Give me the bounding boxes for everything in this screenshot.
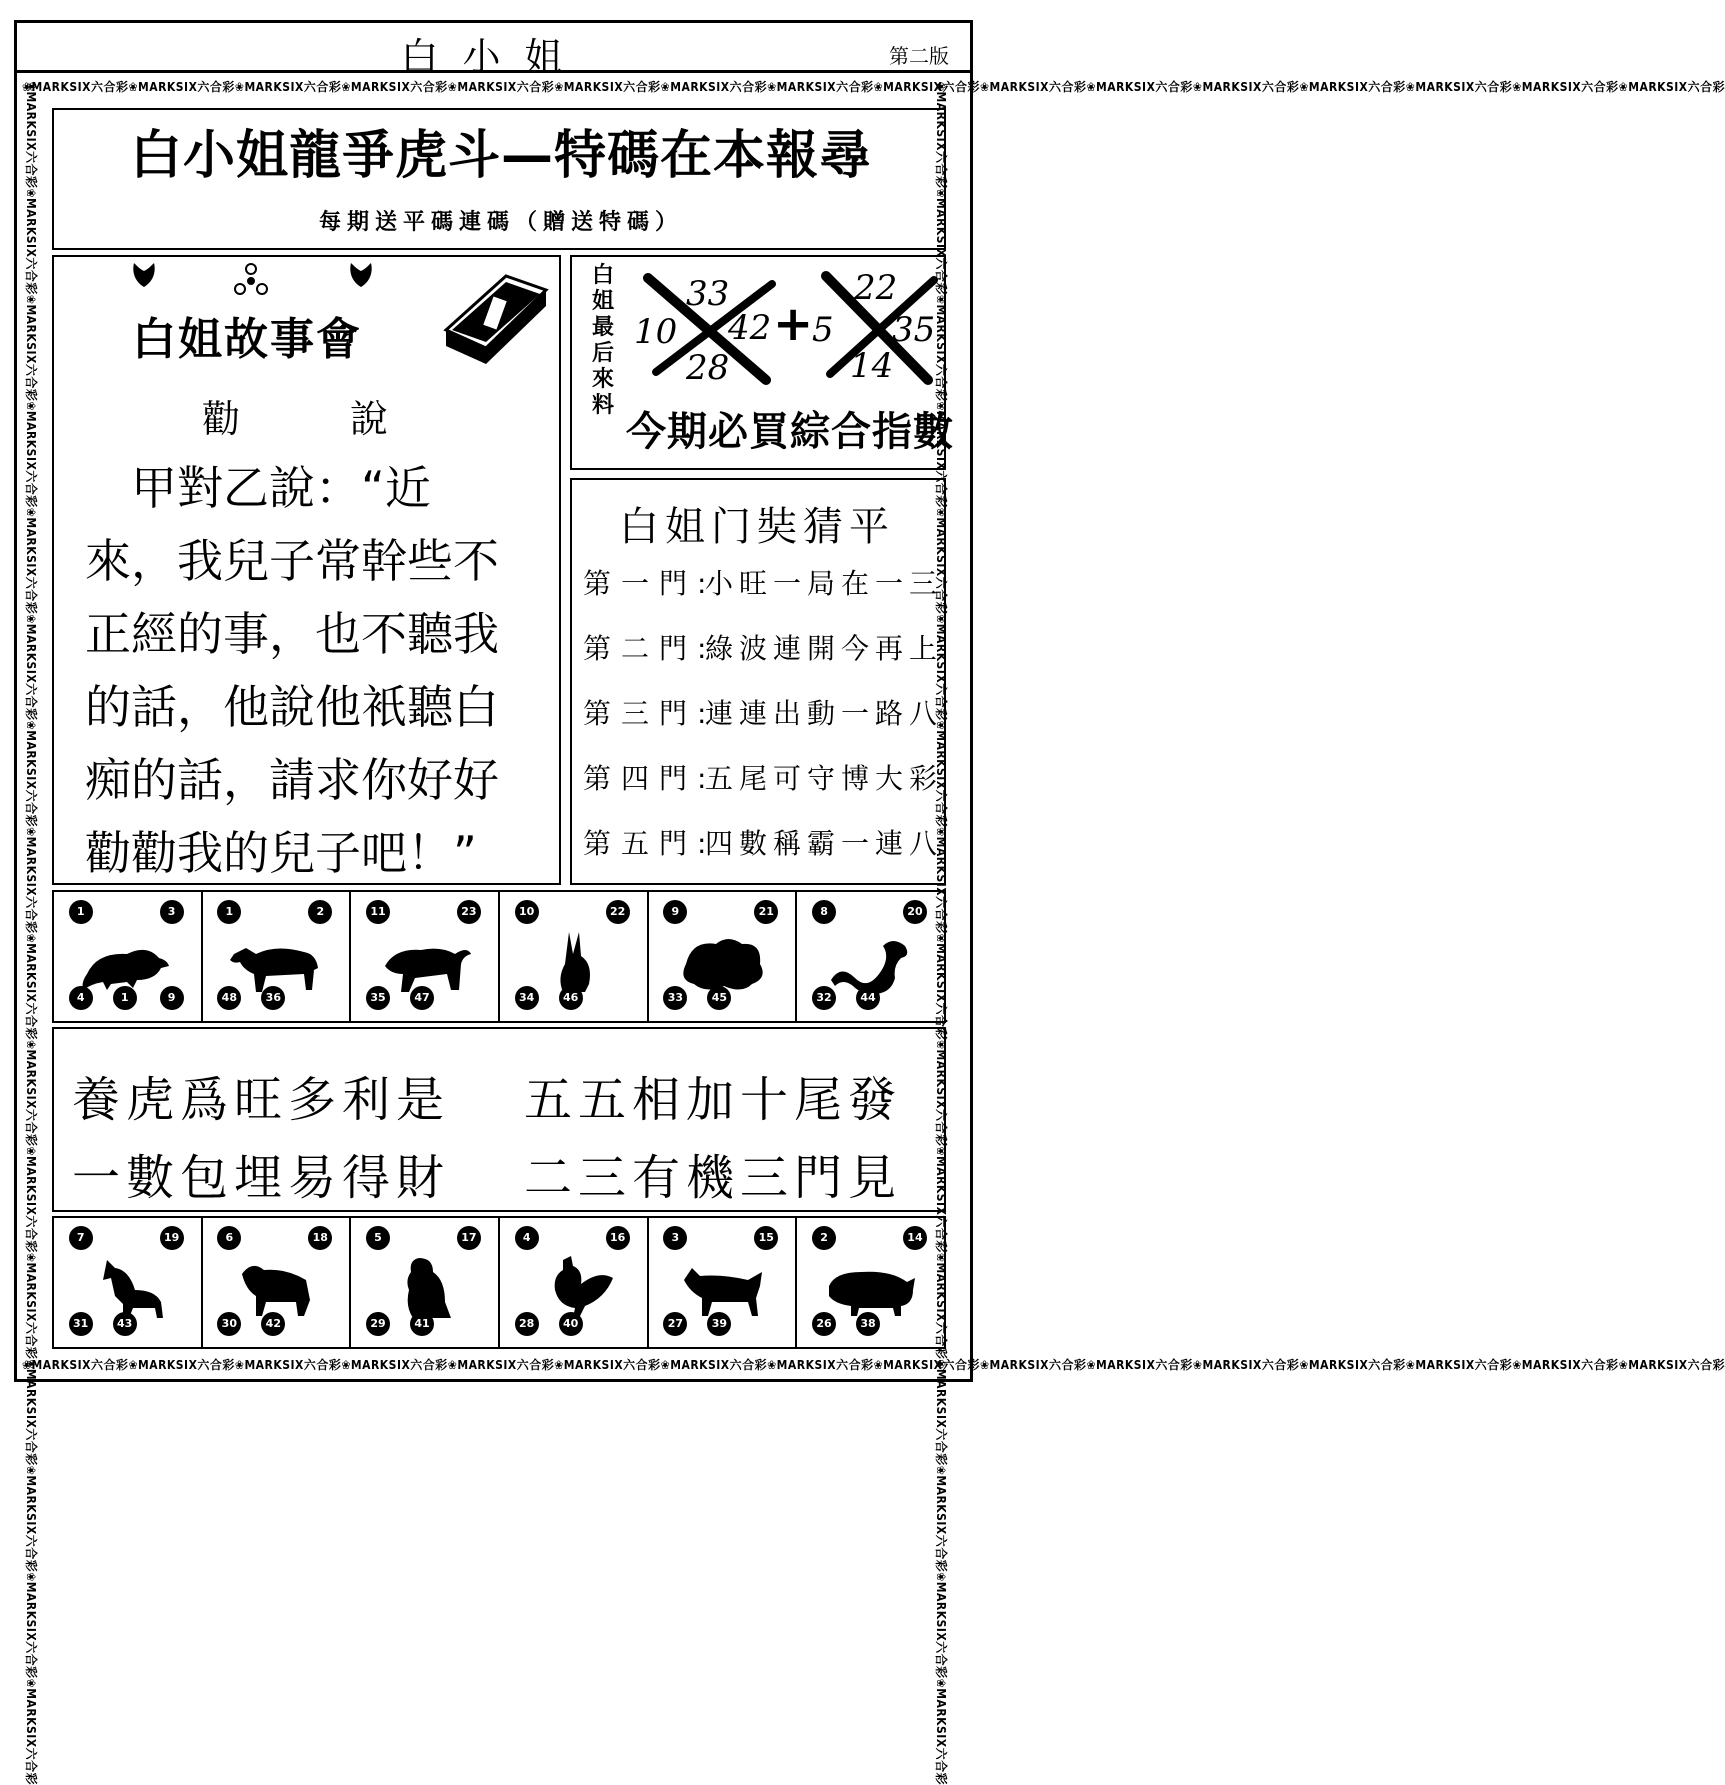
number-ball: 9: [663, 900, 687, 924]
door-item: [583, 757, 944, 797]
monkey-icon: [351, 1250, 498, 1322]
zodiac-cell-dog: [649, 1218, 798, 1347]
number-ball: 34: [515, 986, 539, 1010]
zodiac-cell-tiger: [351, 892, 500, 1021]
story-line: 來，我兒子常幹些不: [85, 534, 499, 588]
page-title: 白小姐: [400, 35, 587, 79]
story-line: 痴的話，請求你好好: [85, 753, 499, 807]
zodiac-row-top: [52, 890, 946, 1023]
pig-icon: [797, 1250, 944, 1322]
number-ball: 42: [261, 1312, 285, 1336]
number-ball: 29: [366, 1312, 390, 1336]
plus-sign: +: [773, 296, 814, 352]
number-ball: 8: [812, 900, 836, 924]
number-ball: 19: [160, 1226, 184, 1250]
zodiac-row-bottom: [52, 1216, 946, 1349]
edition-label: 第二版: [889, 44, 949, 68]
story-line: 勸勸我的兒子吧！”: [85, 826, 477, 880]
border-strip-top: [22, 77, 1725, 97]
dragon-icon: [649, 924, 796, 996]
number-ball: 47: [410, 986, 434, 1010]
zodiac-cell-rat: [54, 892, 203, 1021]
number-ball: 3: [160, 900, 184, 924]
story-line: 甲對乙說：“近: [85, 461, 431, 515]
strip-text: ❀MARKSIX六合彩❀MARKSIX六合彩❀MARKSIX六合彩❀MARKSIX六合彩❀MARKSIX六合彩❀MARKSIX六合彩❀MARKSIX六合彩❀MARKSIX六合彩❀MARKSIX六合彩❀MARKSIX六合彩❀MARKSIX六合彩❀MARKSIX六合彩❀MARKSIX六合彩❀MARKSIX六合彩❀MARKSIX六合彩❀MARKSIX六合彩: [24, 82, 38, 1785]
door-text: 五尾可守博大彩: [705, 762, 944, 795]
rabbit-icon: [500, 924, 647, 996]
number-ball: 32: [812, 986, 836, 1010]
index-text: 今期必買綜合指數: [626, 409, 954, 455]
story-line: 的話，他說他衹聽白: [85, 680, 499, 734]
book-icon: [436, 268, 551, 368]
group2-right: 35: [892, 310, 936, 350]
number-ball: 39: [707, 1312, 731, 1336]
story-line: 正經的事，也不聽我: [85, 607, 499, 661]
zodiac-cell-pig: [797, 1218, 944, 1347]
zodiac-cell-snake: [797, 892, 944, 1021]
group2-left: 5: [812, 310, 834, 350]
tulip-icon: [343, 259, 379, 289]
number-ball: 2: [308, 900, 332, 924]
number-ball: 41: [410, 1312, 434, 1336]
horse-icon: [54, 1250, 201, 1322]
number-ball: 45: [707, 986, 731, 1010]
number-ball: 18: [308, 1226, 332, 1250]
strip-text: ❀MARKSIX六合彩❀MARKSIX六合彩❀MARKSIX六合彩❀MARKSIX六合彩❀MARKSIX六合彩❀MARKSIX六合彩❀MARKSIX六合彩❀MARKSIX六合彩❀MARKSIX六合彩❀MARKSIX六合彩❀MARKSIX六合彩❀MARKSIX六合彩❀MARKSIX六合彩❀MARKSIX六合彩❀MARKSIX六合彩❀MARKSIX六合彩: [22, 1358, 1725, 1372]
number-ball: 11: [366, 900, 390, 924]
number-ball: 23: [457, 900, 481, 924]
number-ball: 28: [515, 1312, 539, 1336]
tulip-icon: [126, 259, 162, 289]
number-ball: 27: [663, 1312, 687, 1336]
number-ball: 9: [160, 986, 184, 1010]
door-label: 第一門:: [583, 567, 717, 600]
story-title: 白姐故事會: [132, 314, 362, 365]
number-ball: 43: [113, 1312, 137, 1336]
ox-icon: [203, 924, 350, 996]
number-ball: 14: [903, 1226, 927, 1250]
number-ball: 2: [812, 1226, 836, 1250]
number-ball: 17: [457, 1226, 481, 1250]
number-ball: 22: [606, 900, 630, 924]
strip-text: ❀MARKSIX六合彩❀MARKSIX六合彩❀MARKSIX六合彩❀MARKSIX六合彩❀MARKSIX六合彩❀MARKSIX六合彩❀MARKSIX六合彩❀MARKSIX六合彩❀MARKSIX六合彩❀MARKSIX六合彩❀MARKSIX六合彩❀MARKSIX六合彩❀MARKSIX六合彩❀MARKSIX六合彩❀MARKSIX六合彩❀MARKSIX六合彩: [22, 80, 1725, 94]
number-ball: 4: [69, 986, 93, 1010]
number-ball: 38: [856, 1312, 880, 1336]
story-subtitle: 勸說: [202, 397, 499, 441]
dog-icon: [649, 1250, 796, 1322]
zodiac-cell-monkey: [351, 1218, 500, 1347]
group2-top: 22: [854, 268, 898, 308]
number-ball: 10: [515, 900, 539, 924]
snake-icon: [797, 924, 944, 996]
door-text: 綠波連開今再上: [705, 632, 944, 665]
rooster-icon: [500, 1250, 647, 1322]
goat-icon: [203, 1250, 350, 1322]
flower-icon: [230, 259, 272, 303]
latest-vertical-label: 白姐最后來料: [591, 263, 614, 418]
door-item: [583, 822, 944, 862]
poem-box: [52, 1027, 946, 1212]
rat-icon: [54, 924, 201, 996]
door-text: 四數稱霸一連八: [705, 827, 944, 860]
number-ball: 26: [812, 1312, 836, 1336]
zodiac-cell-horse: [54, 1218, 203, 1347]
number-ball: 31: [69, 1312, 93, 1336]
number-ball: 1: [113, 986, 137, 1010]
door-label: 第二門:: [583, 632, 717, 665]
number-ball: 3: [663, 1226, 687, 1250]
poem-right-2: 二三有機三門見: [524, 1150, 903, 1206]
number-ball: 44: [856, 986, 880, 1010]
poem-left-1: 養虎爲旺多利是: [72, 1072, 451, 1128]
number-ball: 35: [366, 986, 390, 1010]
poem-right-1: 五五相加十尾發: [524, 1072, 903, 1128]
door-item: [583, 692, 944, 732]
number-ball: 6: [217, 1226, 241, 1250]
number-ball: 33: [663, 986, 687, 1010]
door-text: 小旺一局在一三: [705, 567, 944, 600]
zodiac-cell-ox: [203, 892, 352, 1021]
poem-left-2: 一數包埋易得財: [72, 1150, 451, 1206]
number-ball: 16: [606, 1226, 630, 1250]
number-ball: 7: [69, 1226, 93, 1250]
number-ball: 36: [261, 986, 285, 1010]
banner-subhead: 每期送平碼連碼（贈送特碼）: [318, 210, 683, 235]
group2-bottom: 14: [850, 346, 894, 386]
doors-title: 白姐门奘猜平: [619, 504, 895, 550]
number-ball: 30: [217, 1312, 241, 1336]
banner-headline: 白小姐龍爭虎斗—特碼在本報尋: [129, 126, 872, 186]
number-ball: 21: [754, 900, 778, 924]
group1-right: 42: [728, 308, 772, 348]
number-ball: 40: [559, 1312, 583, 1336]
number-ball: 20: [903, 900, 927, 924]
number-ball: 1: [217, 900, 241, 924]
story-body: [85, 452, 545, 890]
door-item: [583, 627, 944, 667]
door-text: 連連出動一路八: [705, 697, 944, 730]
door-label: 第三門:: [583, 697, 717, 730]
zodiac-cell-rabbit: [500, 892, 649, 1021]
door-item: [583, 562, 944, 602]
strip-text: ❀MARKSIX六合彩❀MARKSIX六合彩❀MARKSIX六合彩❀MARKSIX六合彩❀MARKSIX六合彩❀MARKSIX六合彩❀MARKSIX六合彩❀MARKSIX六合彩❀MARKSIX六合彩❀MARKSIX六合彩❀MARKSIX六合彩❀MARKSIX六合彩❀MARKSIX六合彩❀MARKSIX六合彩❀MARKSIX六合彩❀MARKSIX六合彩: [934, 82, 948, 1785]
border-strip-right: [934, 82, 968, 1785]
group1-top: 33: [686, 274, 730, 314]
number-ball: 46: [559, 986, 583, 1010]
number-ball: 5: [366, 1226, 390, 1250]
border-strip-bottom: [22, 1355, 1725, 1375]
border-strip-left: [22, 82, 42, 1785]
number-ball: 48: [217, 986, 241, 1010]
tiger-icon: [351, 924, 498, 996]
number-ball: 15: [754, 1226, 778, 1250]
group1-bottom: 28: [686, 348, 730, 388]
door-label: 第四門:: [583, 762, 717, 795]
number-ball: 1: [69, 900, 93, 924]
zodiac-cell-rooster: [500, 1218, 649, 1347]
group1-left: 10: [634, 312, 678, 352]
door-label: 第五門:: [583, 827, 717, 860]
zodiac-cell-goat: [203, 1218, 352, 1347]
number-ball: 4: [515, 1226, 539, 1250]
zodiac-cell-dragon: [649, 892, 798, 1021]
